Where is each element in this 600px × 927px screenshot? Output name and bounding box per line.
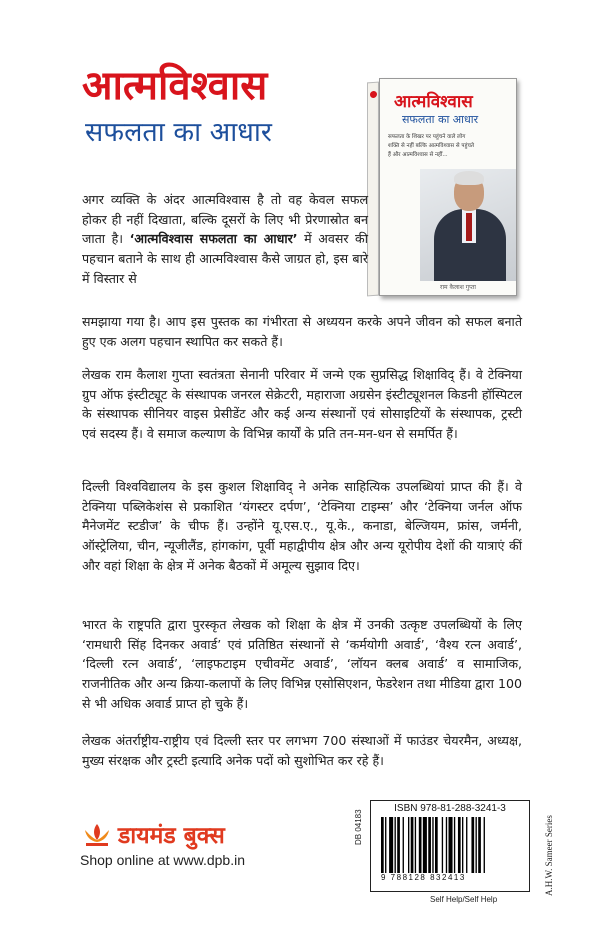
awards-paragraph: भारत के राष्ट्रपति द्वारा पुरस्कृत लेखक को शिक्षा के क्षेत्र में उनकी उत्कृष्ट उपलब्धियों के लिए ‘रामधारी सिंह दिनकर अवार्ड’ एवं प्रतिष्ठित संस्थानों से ‘कर्मयोगी अवार्ड’, ‘वैश्य रत्न अवार्ड’, ‘दिल्ली रत्न अवार्ड’, ‘लाइफटाइम एचीवमेंट अवार्ड’, ‘लॉयन क्लब अवार्ड’ व सामाजिक, राजनीतिक और अन्य क्रिया-कलापों के लिए विभिन्न एसोसिएशन, फेडरेशन तथा मीडिया द्वारा 100 से भी अधिक अवार्ड प्राप्त हो चुके हैं।	[82, 617, 522, 711]
barcode-box	[370, 800, 530, 892]
publisher-name: डायमंड बुक्स	[118, 823, 225, 849]
intro-book-name: ‘आत्मविश्वास सफलता का आधार’	[129, 231, 298, 247]
positions-paragraph: लेखक अंतर्राष्ट्रीय-राष्ट्रीय एवं दिल्ली स्तर पर लगभग 700 संस्थाओं में फाउंडर चेयरमैन, अध्यक्ष, मुख्य संरक्षक और ट्रस्टी इत्यादि अनेक पदों को सुशोभित कर रहे हैं।	[82, 733, 522, 768]
shop-online-text: Shop online at www.dpb.in	[80, 852, 245, 868]
lotus-icon	[82, 821, 112, 847]
intro-paragraph	[82, 190, 368, 289]
series-label: A.H.W. Sameer Series	[544, 815, 554, 896]
cover-quote: सफलता के शिखर पर पहुंचने वाले लोग शक्ति से नहीं बल्कि आत्मविश्वास से पहुंचते हैं और आत्मविश्वास से नहीं...	[388, 134, 474, 158]
isbn-label: ISBN 978-81-288-3241-3	[394, 803, 506, 814]
category-label: Self Help/Self Help	[430, 895, 498, 904]
photo-tie	[466, 213, 472, 241]
book-cover-image	[367, 78, 515, 298]
barcode-icon	[381, 817, 521, 873]
db-code: DB 04183	[354, 809, 363, 845]
cover-subtitle: सफलता का आधार	[402, 113, 479, 126]
achievements-paragraph: दिल्ली विश्वविद्यालय के इस कुशल शिक्षाविद् ने अनेक साहित्यिक उपलब्धियां प्राप्त की हैं। वे टेक्निया पब्लिकेशंस से प्रकाशित ‘यंगस्टर दर्पण’, ‘टेक्निया टाइम्स’ और ‘टेक्निया जर्नल ऑफ मैनेजमेंट स्टडीज’ के चीफ हैं। उन्होंने यू.एस.ए., यू.के., कनाडा, बेल्जियम, फ्रांस, जर्मनी, ऑस्ट्रेलिया, चीन, न्यूजीलैंड, हांगकांग, पूर्वी महाद्वीपीय क्षेत्र और अन्य यूरोपीय देशों की यात्राएं कीं और वहां शिक्षा के क्षेत्र में अनेक बैठकों में अमूल्य सुझाव दिए।	[82, 479, 522, 573]
photo-hair	[454, 171, 484, 185]
spine-logo-icon	[370, 91, 377, 98]
author-photo	[420, 169, 516, 281]
intro-text-a: अगर व्यक्ति के अंदर आत्मविश्वास है तो वह केवल सफल होकर ही नहीं दिखाता, बल्कि दूसरों के लिए भी प्रेरणास्रोत बन जाता है।	[82, 192, 368, 247]
intro-paragraph-continued: समझाया गया है। आप इस पुस्तक का गंभीरता से अध्ययन करके अपने जीवन को सफल बनाते हुए एक अलग पहचान स्थापित कर सकते हैं।	[82, 314, 522, 349]
intro-text-c: में अवसर की पहचान बताने के साथ ही आत्मविश्वास कैसे जाग्रत हो, इस बारे में विस्तार से	[82, 231, 368, 286]
book-subtitle-main: सफलता का आधार	[85, 117, 272, 148]
book-front-cover	[379, 78, 517, 296]
cover-title: आत्मविश्वास	[394, 92, 473, 112]
author-bio-paragraph: लेखक राम कैलाश गुप्ता स्वतंत्रता सेनानी परिवार में जन्मे एक सुप्रसिद्ध शिक्षाविद् हैं। वे टेक्निया ग्रुप ऑफ इंस्टीट्यूट के संस्थापक जनरल सेक्रेटरी, महाराजा अग्रसेन इंस्टीट्यूशनल किडनी हॉस्पिटल के संस्थापक सीनियर वाइस प्रेसीडेंट और कई अन्य संस्थानों एवं सोसाइटियों के संस्थापक, ट्रस्टी एवं सदस्य हैं। वे समाज कल्याण के विभिन्न कार्यों के प्रति तन-मन-धन से समर्पित हैं।	[82, 367, 522, 442]
book-spine	[367, 82, 379, 297]
barcode-digits: 9 788128 832413	[381, 873, 466, 882]
book-title-main: आत्मविश्वास	[82, 63, 268, 109]
cover-author: राम कैलाश गुप्ता	[440, 284, 476, 291]
publisher-logo	[82, 818, 225, 850]
